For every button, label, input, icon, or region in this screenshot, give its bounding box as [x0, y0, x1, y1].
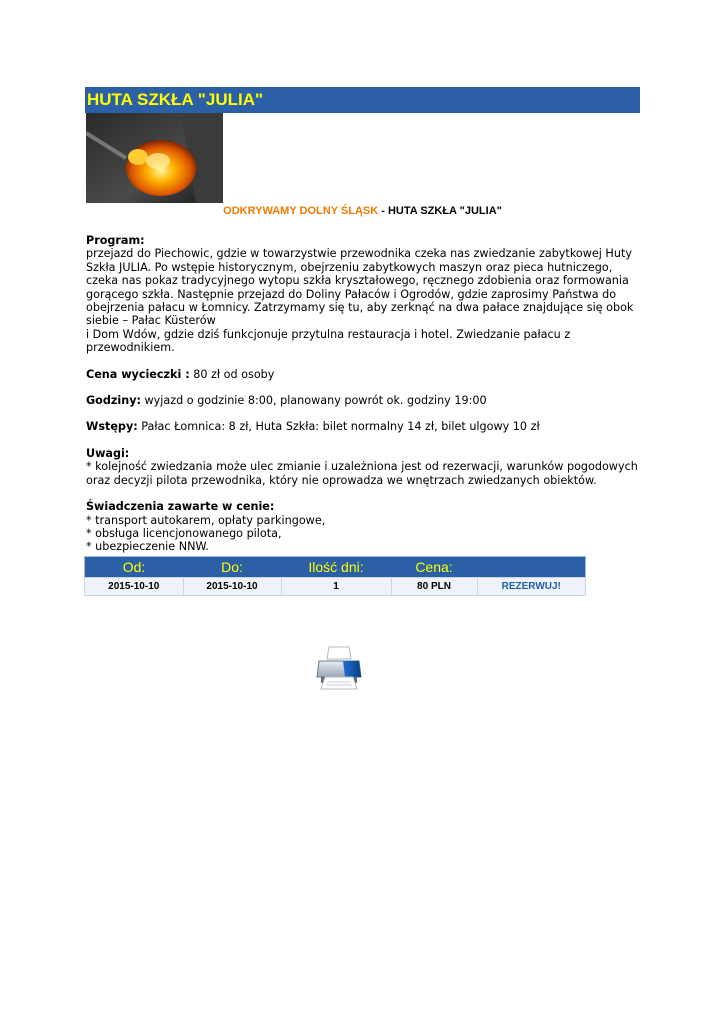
notes-line: * kolejność zwiedzania może ulec zmianie i uzależniona jest od rezerwacji, warunków pogodowych — [86, 460, 638, 474]
included-item: * ubezpieczenie NNW. — [86, 540, 209, 554]
included-label: Świadczenia zawarte w cenie: — [86, 500, 275, 514]
notes-line: oraz decyzji pilota przewodnika, który nie oprowadza we wnętrzach zwiedzanych obiektów. — [86, 473, 597, 487]
reserve-link[interactable]: REZERWUJ! — [477, 578, 586, 596]
hours-value: wyjazd o godzinie 8:00, planowany powrót ok. godziny 19:00 — [140, 394, 487, 408]
table-row — [85, 578, 586, 596]
booking-table-header — [85, 557, 586, 578]
program-line: siebie – Pałac Küsterów — [86, 314, 216, 328]
cell-price: 80 PLN — [391, 578, 477, 596]
price-info — [86, 368, 642, 381]
cell-to: 2015-10-10 — [183, 578, 281, 596]
subtitle-name: HUTA SZKŁA "JULIA" — [387, 205, 502, 217]
program-line: Szkła JULIA. Po wstępie historycznym, obejrzeniu zabytkowych maszyn oraz pieca hutniczego, — [86, 260, 613, 274]
cell-days: 1 — [281, 578, 391, 596]
subtitle — [85, 205, 640, 217]
page-title: HUTA SZKŁA "JULIA" — [85, 87, 640, 113]
cell-from: 2015-10-10 — [85, 578, 184, 596]
col-from: Od: — [85, 557, 184, 578]
program-line: przejazd do Piechowic, gdzie w towarzystwie przewodnika czeka nas zwiedzanie zabytkowej Huty — [86, 247, 632, 261]
subtitle-separator: - — [378, 205, 388, 217]
price-label: Cena wycieczki : — [86, 367, 190, 381]
price-value: 80 zł od osoby — [189, 367, 275, 381]
col-price: Cena: — [391, 557, 477, 578]
col-to: Do: — [183, 557, 281, 578]
glass-blowing-photo — [86, 113, 223, 203]
included-item: * obsługa licencjonowanego pilota, — [86, 526, 282, 540]
hours-label: Godziny: — [86, 394, 141, 408]
program-line: gorącego szkła. Następnie przejazd do Doliny Pałaców i Ogrodów, gdzie zaprosimy Państwa do — [86, 287, 617, 301]
col-days: Ilość dni: — [281, 557, 391, 578]
entries-label: Wstępy: — [86, 420, 138, 434]
entries-info — [86, 420, 642, 433]
included-item: * transport autokarem, opłaty parkingowe, — [86, 513, 326, 527]
program-line: czeka nas pokaz tradycyjnego wytopu szkła kryształowego, ręcznego zdobienia oraz formowania — [86, 274, 629, 288]
subtitle-region: ODKRYWAMY DOLNY ŚLĄSK — [223, 205, 379, 217]
printer-icon[interactable] — [315, 643, 363, 691]
entries-value: Pałac Łomnica: 8 zł, Huta Szkła: bilet normalny 14 zł, bilet ulgowy 10 zł — [137, 420, 540, 434]
program-line: obejrzenia pałacu w Łomnicy. Zatrzymamy się tu, aby zerknąć na dwa pałace znajdujące się obok — [86, 301, 634, 315]
tour-description — [86, 234, 642, 554]
program-line: przewodnikiem. — [86, 341, 175, 355]
program-line: i Dom Wdów, gdzie dziś funkcjonuje przytulna restauracja i hotel. Zwiedzanie pałacu z — [86, 327, 571, 341]
booking-table — [84, 556, 586, 596]
hours-info — [86, 394, 642, 407]
col-action — [477, 557, 586, 578]
program-label: Program: — [86, 234, 145, 247]
notes-label: Uwagi: — [86, 446, 130, 460]
